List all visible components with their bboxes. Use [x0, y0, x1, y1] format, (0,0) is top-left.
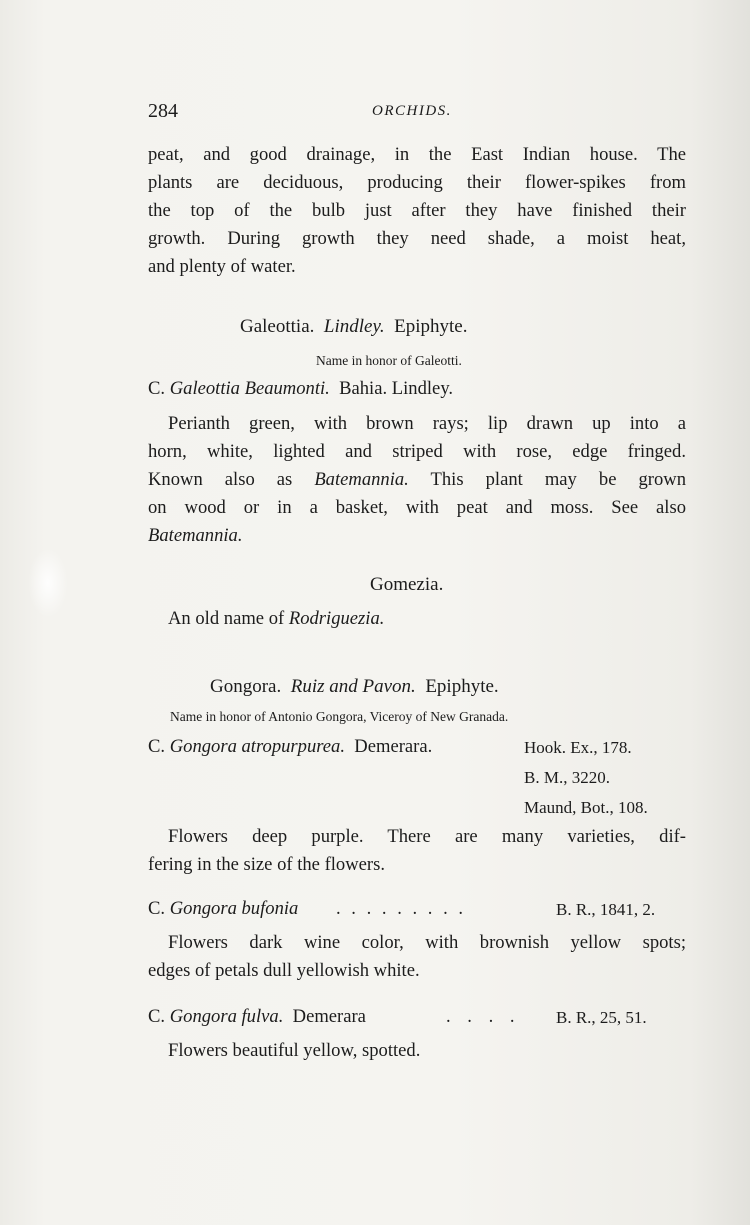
intro-line-5: and plenty of water.: [148, 256, 296, 277]
gongora-s3-desc: Flowers beautiful yellow, spotted.: [168, 1040, 421, 1061]
genus-habit: Epiphyte.: [394, 316, 468, 337]
gongora-s1-desc-1: Flowers deep purple. There are many varieties, dif-: [168, 826, 686, 847]
reference: Maund, Bot., 108.: [524, 798, 648, 817]
genus-note-gongora: Name in honor of Antonio Gongora, Viceroy of New Granada.: [170, 709, 509, 724]
genus-author: Ruiz and Pavon.: [290, 676, 416, 697]
desc-text: This plant may be grown: [408, 469, 686, 490]
galeottia-desc-1: Perianth green, with brown rays; lip drawn up into a: [168, 413, 686, 434]
species-locality: Demerara.: [354, 736, 433, 757]
species-gongora-atropurpurea: [148, 736, 432, 758]
genus-heading-galeottia: [240, 316, 467, 338]
genus-name: Gongora.: [210, 676, 282, 697]
gomezia-text-italic: Rodriguezia.: [288, 608, 385, 629]
leader-dots: . . . .: [446, 1006, 521, 1027]
gomezia-text: [168, 608, 384, 630]
genus-habit: Epiphyte.: [425, 676, 499, 697]
reference: B. R., 25, 51.: [556, 1008, 647, 1027]
species-locality: Bahia. Lindley.: [339, 378, 454, 399]
species-name: Gongora fulva.: [169, 1006, 284, 1027]
leader-dots: . . . . . . . . .: [336, 898, 467, 919]
page-stain: [28, 548, 68, 618]
species-gongora-fulva: [148, 1006, 366, 1028]
species-name: Gongora bufonia: [169, 898, 299, 919]
galeottia-desc-5: [148, 525, 243, 547]
page-header: [148, 100, 688, 126]
gongora-s1-desc-2: fering in the size of the flowers.: [148, 854, 385, 875]
species-galeottia-beaumonti: [148, 378, 453, 400]
gongora-s2-desc-1: Flowers dark wine color, with brownish yellow spots;: [168, 932, 686, 953]
reference: B. M., 3220.: [524, 768, 610, 787]
species-gongora-bufonia: [148, 898, 298, 920]
culture-prefix: C.: [148, 736, 166, 757]
culture-prefix: C.: [148, 378, 166, 399]
galeottia-desc-2: horn, white, lighted and striped with rose, edge fringed.: [148, 441, 686, 462]
page-number: 284: [148, 100, 178, 122]
genus-heading-gongora: [210, 676, 499, 698]
reference: Hook. Ex., 178.: [524, 738, 632, 757]
desc-text: Known also as: [148, 469, 315, 490]
species-locality: Demerara: [292, 1006, 366, 1027]
intro-line-3: the top of the bulb just after they have finished their: [148, 200, 686, 221]
intro-line-4: growth. During growth they need shade, a moist heat,: [148, 228, 686, 249]
species-name: Galeottia Beaumonti.: [169, 378, 330, 399]
running-head: ORCHIDS.: [372, 103, 452, 119]
gomezia-text-plain: An old name of: [168, 608, 289, 629]
galeottia-desc-3: [148, 469, 686, 491]
species-name: Gongora atropurpurea.: [169, 736, 345, 757]
culture-prefix: C.: [148, 898, 166, 919]
genus-note-galeottia: Name in honor of Galeotti.: [316, 353, 462, 368]
intro-line-1: peat, and good drainage, in the East Indian house. The: [148, 144, 686, 165]
reference: B. R., 1841, 2.: [556, 900, 656, 919]
intro-line-2: plants are deciduous, producing their flower-spikes from: [148, 172, 686, 193]
genus-heading-gomezia: Gomezia.: [370, 574, 444, 595]
desc-italic: Batemannia.: [148, 525, 243, 546]
gongora-s2-desc-2: edges of petals dull yellowish white.: [148, 960, 420, 981]
genus-name: Galeottia.: [240, 316, 315, 337]
galeottia-desc-4: on wood or in a basket, with peat and moss. See also: [148, 497, 686, 518]
desc-italic: Batemannia.: [314, 469, 409, 490]
genus-author: Lindley.: [323, 316, 385, 337]
culture-prefix: C.: [148, 1006, 166, 1027]
